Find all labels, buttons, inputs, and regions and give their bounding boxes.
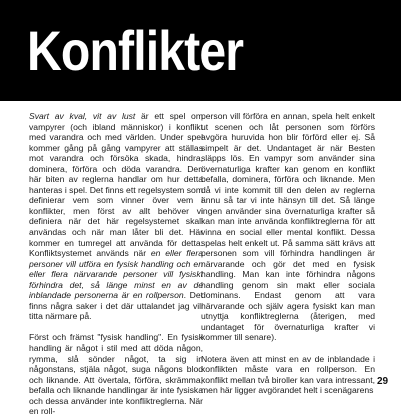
- game-title-italic: Svart av kval, vit av lust: [29, 111, 136, 121]
- left-column: [29, 111, 203, 417]
- rule-italic: en eller flera personer vill utföra en fysisk handling och en eller flera närvarande personer vill fysiskt förhindra det, så länge minst en av de inblandade personerna är en rollperson: [29, 248, 204, 301]
- right-column: [201, 111, 375, 396]
- paragraph: Först och främst "fysisk handling". En fysisk handling är något i stil med att döda någon, rymma, slå sönder något, ta sig in någonstans, stjäla något, suga någons blod och liknande. Att övertala, förföra, skrämma, befalla och liknande handlingar är inte fysiska och dessa använder inte konfliktreglerna. När en roll-: [29, 332, 203, 417]
- page-number: 29: [377, 376, 389, 387]
- page-title: Konflikter: [27, 19, 244, 82]
- paragraph: [29, 111, 203, 322]
- paragraph-text: . Det finns några saker i det där uttalandet jag vill titta närmare på.: [29, 290, 203, 322]
- paragraph: person vill förföra en annan, spela helt enkelt ut scenen och låt personen som förförs avgöra huruvida hon blir förförd eller ej. Så simpelt är det. Undantaget är när Besten släpps lös. En vampyr som använder sina övernaturliga krafter kan genom en konflikt befalla, dominera, förföra och liknande. Men då vi inte kommit till den delen av reglerna ännu så tar vi inte hänsyn till det. Så länge ingen använder sina övernaturliga krafter så kan man inte använda konfliktreglerna för att vinna en social eller mental konflikt. Dessa spelas helt enkelt ut. På samma sätt krävs att personen som vill förhindra handlingen är närvarande och gör det med en fysisk handling. Man kan inte förhindra någons handling genom sin makt eller sociala dominans. Endast genom att vara närvarande och själv agera fysiskt kan man utnyttja konfliktreglerna (återigen, med undantaget för övernaturliga krafter vi kommer till senare).: [201, 111, 375, 343]
- paragraph: Notera även att minst en av de inblandade i konflikten måste vara en rollperson. En konflikt mellan två biroller kan vara intressant, men här ligger avgörandet helt i scenägarens: [201, 353, 375, 396]
- paragraph-text: är ett spel om vampyrer (och ibland människor) i konflikt med varandra och med världen. Under spel kommer gång på gång vampyrer att ställas mot varandra och försöka skada, hindra, dominera, förföra och döda varandra. Den här biten av reglerna handlar om hur detta hanteras i spel. Det finns ett regelsystem som definierar vem som vinner över vem i konflikter, men först av allt behöver vi definiera när det här regelsystemet skall användas och när man låter bli det. Här kommer en tumregel att använda för detta: Konfliktsystemet används när: [29, 111, 203, 259]
- title-banner: [0, 0, 401, 101]
